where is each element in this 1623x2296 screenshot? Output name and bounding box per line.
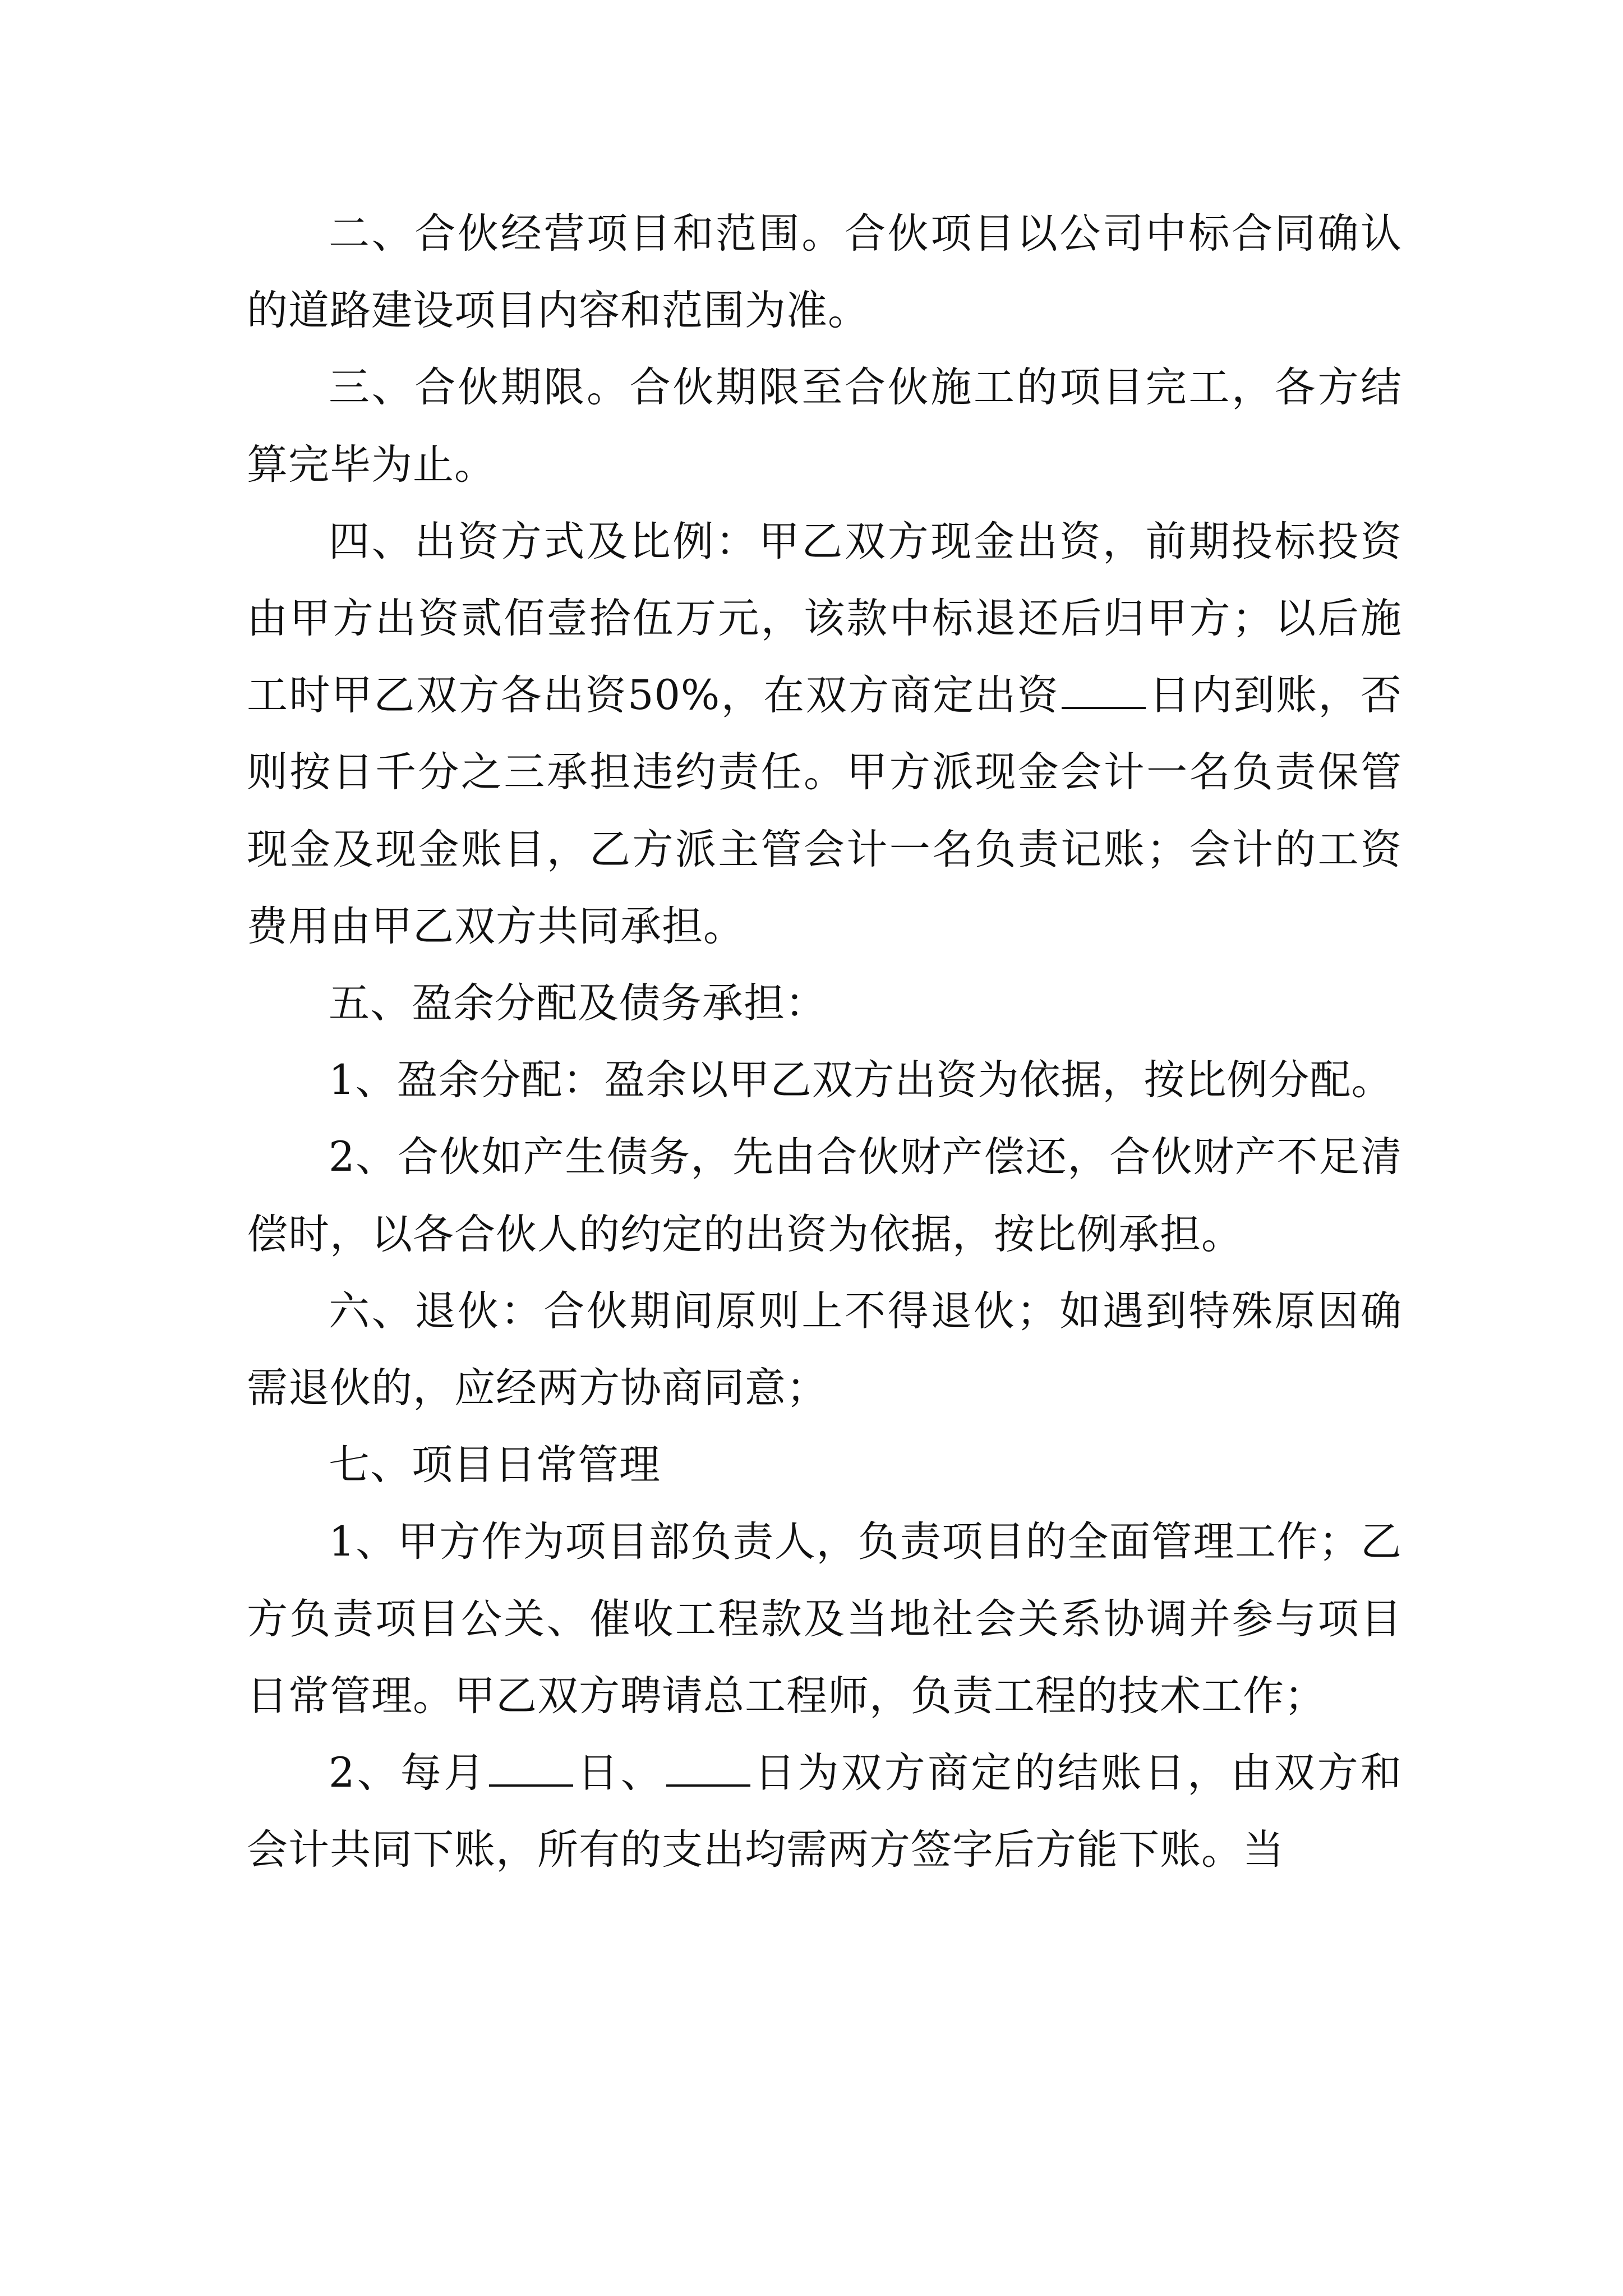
paragraph-daily-management-heading	[247, 1427, 1402, 1503]
paragraph-text: 1、甲方作为项目部负责人，负责项目的全面管理工作；乙方负责项目公关、催收工程款及当地社会关系协调并参与项目日常管理。甲乙双方聘请总工程师，负责工程的技术工作；	[247, 1518, 1402, 1720]
paragraph-text: 七、项目日常管理	[329, 1441, 661, 1489]
paragraph-settlement-days	[247, 1734, 1402, 1888]
paragraph-profit-and-debt-heading	[247, 965, 1402, 1042]
blank-underline	[1062, 670, 1146, 710]
paragraph-partnership-scope	[247, 195, 1402, 349]
paragraph-text: 2、每月	[329, 1749, 487, 1797]
paragraph-withdrawal	[247, 1273, 1402, 1427]
paragraph-text: 二、合伙经营项目和范围。合伙项目以公司中标合同确认的道路建设项目内容和范围为准。	[247, 210, 1402, 335]
blank-underline	[666, 1747, 750, 1787]
paragraph-profit-distribution	[247, 1042, 1402, 1119]
paragraph-text: 日内到账，否则按日千分之三承担违约责任。甲方派现金会计一名负责保管现金及现金账目，乙方派主管会计一名负责记账；会计的工资费用由甲乙双方共同承担。	[247, 671, 1402, 950]
paragraph-text: 2、合伙如产生债务，先由合伙财产偿还，合伙财产不足清偿时，以各合伙人的约定的出资为依据，按比例承担。	[247, 1133, 1402, 1258]
paragraph-text: 五、盈余分配及债务承担：	[329, 979, 827, 1028]
paragraph-management-duties	[247, 1503, 1402, 1734]
blank-underline	[489, 1747, 573, 1787]
document-body	[247, 195, 1402, 1888]
paragraph-text: 日为双方商定的结账日，由双方和会计共同下账，所有的支出均需两方签字后方能下账。当	[247, 1749, 1403, 1874]
paragraph-text: 六、退伙：合伙期间原则上不得退伙；如遇到特殊原因确需退伙的，应经两方协商同意；	[247, 1287, 1402, 1412]
paragraph-capital-contribution	[247, 503, 1402, 965]
paragraph-text: 四、出资方式及比例：甲乙双方现金出资，前期投标投资由甲方出资贰佰壹拾伍万元，该款中标退还后归甲方；以后施工时甲乙双方各出资50%，在双方商定出资	[247, 517, 1402, 720]
paragraph-debt-bearing	[247, 1119, 1402, 1272]
paragraph-text: 日、	[575, 1749, 664, 1797]
paragraph-partnership-term	[247, 349, 1402, 503]
paragraph-text: 1、盈余分配：盈余以甲乙双方出资为依据，按比例分配。	[329, 1056, 1393, 1105]
paragraph-text: 三、合伙期限。合伙期限至合伙施工的项目完工，各方结算完毕为止。	[247, 364, 1402, 489]
